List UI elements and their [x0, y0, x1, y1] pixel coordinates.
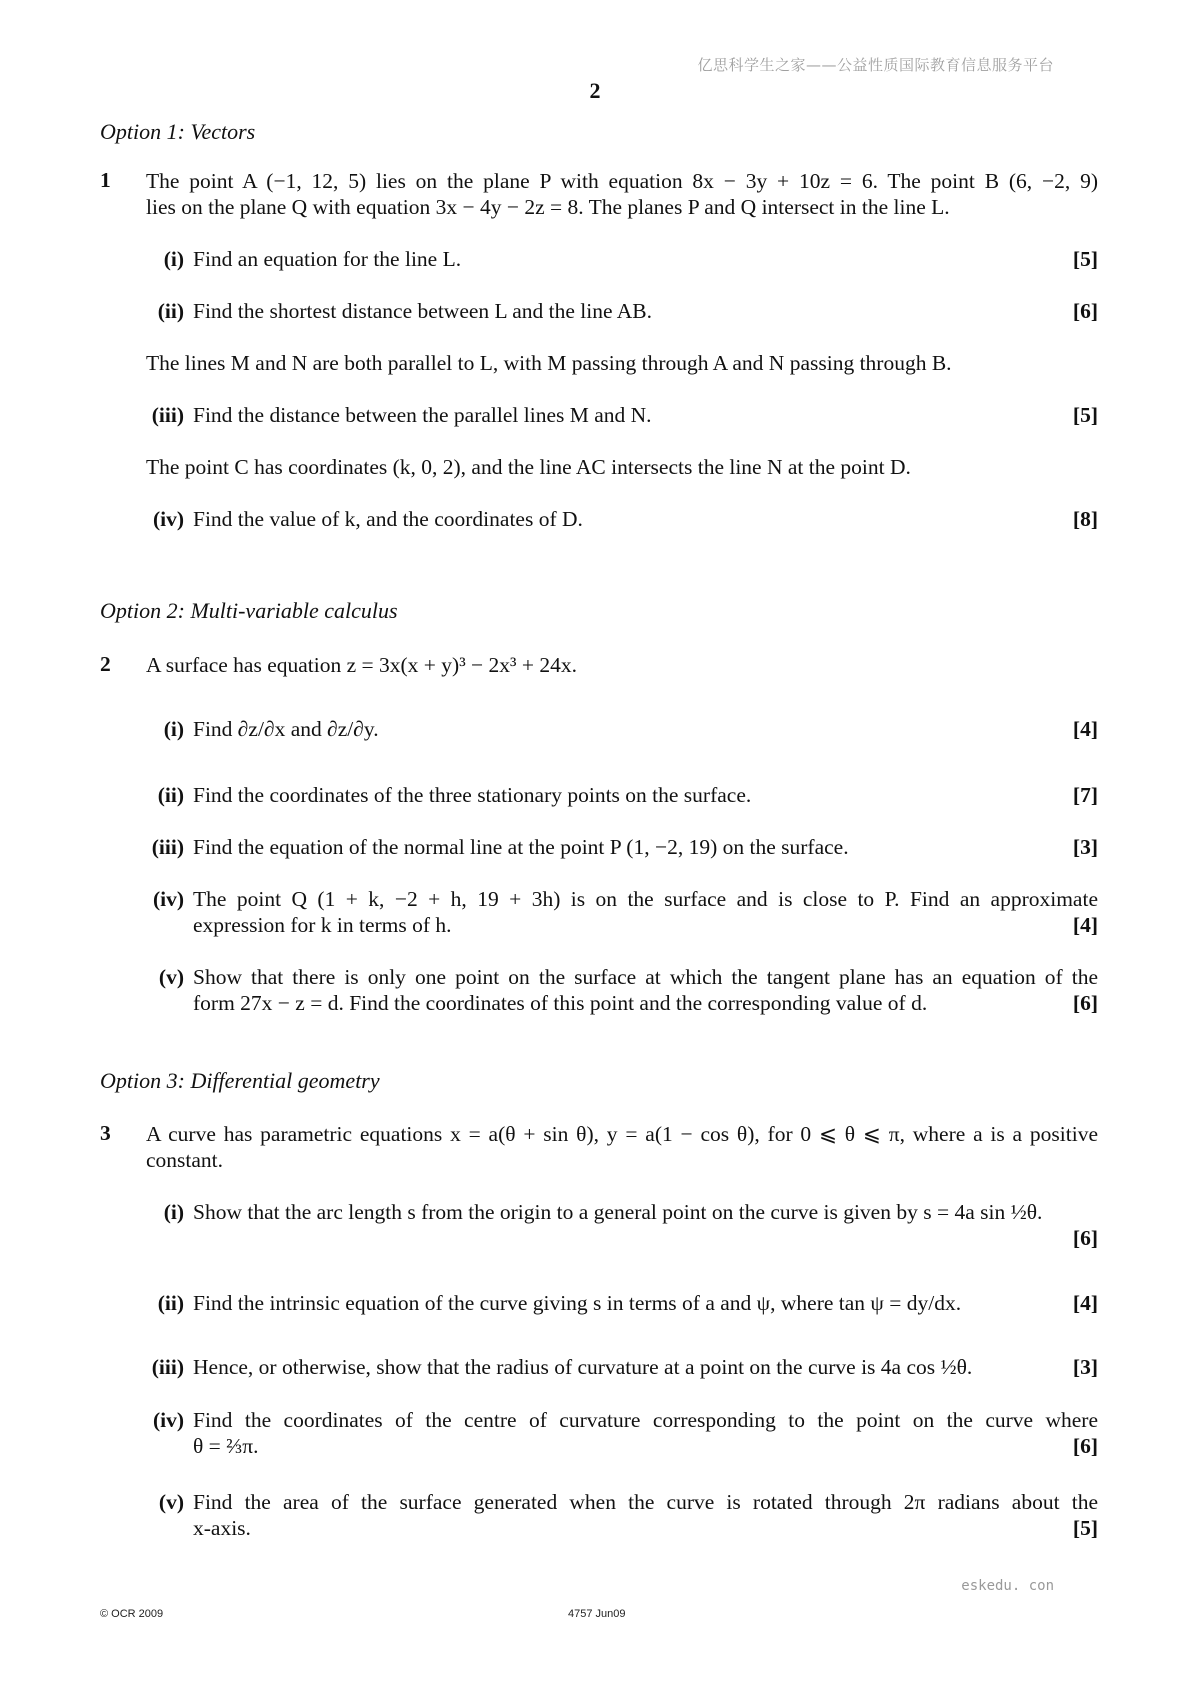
part-text: Show that the arc length s from the origin to a general point on the curve is given by s = 4a sin ½θ.: [193, 1200, 1043, 1224]
part-text: Find ∂z/∂x and ∂z/∂y.: [193, 717, 379, 741]
question-2-stem: A surface has equation z = 3x(x + y)³ − 2x³ + 24x.: [146, 653, 577, 677]
part-label: (ii): [157, 783, 184, 807]
question-1-number: 1: [100, 168, 111, 192]
question-3-part-v: [100, 1489, 1098, 1541]
part-mark: [5]: [1072, 247, 1098, 271]
part-mark: [6]: [1072, 991, 1098, 1015]
part-text-line-1: The point Q (1 + k, −2 + h, 19 + 3h) is on the surface and is close to P. Find an approximate: [193, 887, 1098, 911]
question-3-part-iv: [100, 1407, 1098, 1459]
question-1-interlude-2: The point C has coordinates (k, 0, 2), and the line AC intersects the line N at the point D.: [146, 455, 911, 479]
question-1-interlude-1: The lines M and N are both parallel to L, with M passing through A and N passing through B.: [146, 351, 952, 375]
part-label: (ii): [157, 299, 184, 323]
part-mark: [4]: [1072, 913, 1098, 937]
part-text: Hence, or otherwise, show that the radius of curvature at a point on the curve is 4a cos ½θ.: [193, 1355, 973, 1379]
part-label: (iii): [151, 1355, 184, 1379]
part-text-line-1: Find the coordinates of the centre of curvature corresponding to the point on the curve where: [193, 1408, 1098, 1432]
part-label: (i): [163, 247, 184, 271]
part-mark: [5]: [1072, 403, 1098, 427]
part-text: Find the distance between the parallel lines M and N.: [193, 403, 652, 427]
part-label: (v): [158, 1490, 184, 1514]
question-3-number: 3: [100, 1121, 111, 1145]
question-3-stem-line-2: constant.: [146, 1148, 224, 1172]
part-label: (ii): [157, 1291, 184, 1315]
part-label: (iii): [151, 403, 184, 427]
part-mark: [4]: [1072, 717, 1098, 741]
part-mark: [5]: [1072, 1516, 1098, 1540]
part-mark: [7]: [1072, 783, 1098, 807]
site-watermark: eskedu. con: [961, 1578, 1054, 1594]
part-text: Find the equation of the normal line at the point P (1, −2, 19) on the surface.: [193, 835, 849, 859]
option-1-heading: Option 1: Vectors: [100, 119, 256, 144]
part-text-line-1: Find the area of the surface generated when the curve is rotated through 2π radians about the: [193, 1490, 1098, 1514]
part-label: (iv): [152, 887, 184, 911]
part-label: (v): [158, 965, 184, 989]
part-text: Find an equation for the line L.: [193, 247, 462, 271]
part-text-line-2: x-axis.: [193, 1516, 251, 1540]
part-text: Find the value of k, and the coordinates of D.: [193, 507, 583, 531]
question-3-part-i: [100, 1199, 1098, 1251]
question-2-part-v: [100, 964, 1098, 1016]
question-2-part-iv: [100, 886, 1098, 938]
part-mark: [6]: [1072, 1226, 1098, 1250]
watermark-text: 亿思科学生之家——公益性质国际教育信息服务平台: [697, 56, 1054, 74]
question-2-number: 2: [100, 652, 111, 676]
option-2-heading: Option 2: Multi-variable calculus: [100, 598, 398, 623]
part-mark: [3]: [1072, 835, 1098, 859]
part-mark: [6]: [1072, 1434, 1098, 1458]
part-text-line-2: θ = ⅔π.: [193, 1434, 259, 1458]
part-label: (i): [163, 717, 184, 741]
part-text: Find the intrinsic equation of the curve giving s in terms of a and ψ, where tan ψ = dy/dx.: [193, 1291, 962, 1315]
part-label: (i): [163, 1200, 184, 1224]
part-text: Find the coordinates of the three stationary points on the surface.: [193, 783, 752, 807]
part-mark: [4]: [1072, 1291, 1098, 1315]
question-1-stem-line-2: lies on the plane Q with equation 3x − 4y − 2z = 8. The planes P and Q intersect in the line L.: [146, 195, 950, 219]
part-label: (iv): [152, 507, 184, 531]
option-3-heading: Option 3: Differential geometry: [100, 1068, 380, 1093]
part-mark: [6]: [1072, 299, 1098, 323]
page-number: 2: [589, 78, 601, 103]
part-text: Find the shortest distance between L and the line AB.: [193, 299, 652, 323]
part-label: (iii): [151, 835, 184, 859]
paper-code-footer: 4757 Jun09: [568, 1608, 626, 1620]
copyright-footer: © OCR 2009: [100, 1608, 164, 1620]
question-1-stem-line-1: The point A (−1, 12, 5) lies on the plane P with equation 8x − 3y + 10z = 6. The point B (6, −2, 9): [146, 169, 1098, 193]
question-3-stem-line-1: A curve has parametric equations x = a(θ + sin θ), y = a(1 − cos θ), for 0 ⩽ θ ⩽ π, where a is a positive: [146, 1122, 1098, 1146]
part-mark: [3]: [1072, 1355, 1098, 1379]
part-text-line-2: form 27x − z = d. Find the coordinates of this point and the corresponding value of d.: [193, 991, 928, 1015]
part-text-line-2: expression for k in terms of h.: [193, 913, 452, 937]
part-text-line-1: Show that there is only one point on the surface at which the tangent plane has an equation of the: [193, 965, 1098, 989]
part-mark: [8]: [1072, 507, 1098, 531]
part-label: (iv): [152, 1408, 184, 1432]
